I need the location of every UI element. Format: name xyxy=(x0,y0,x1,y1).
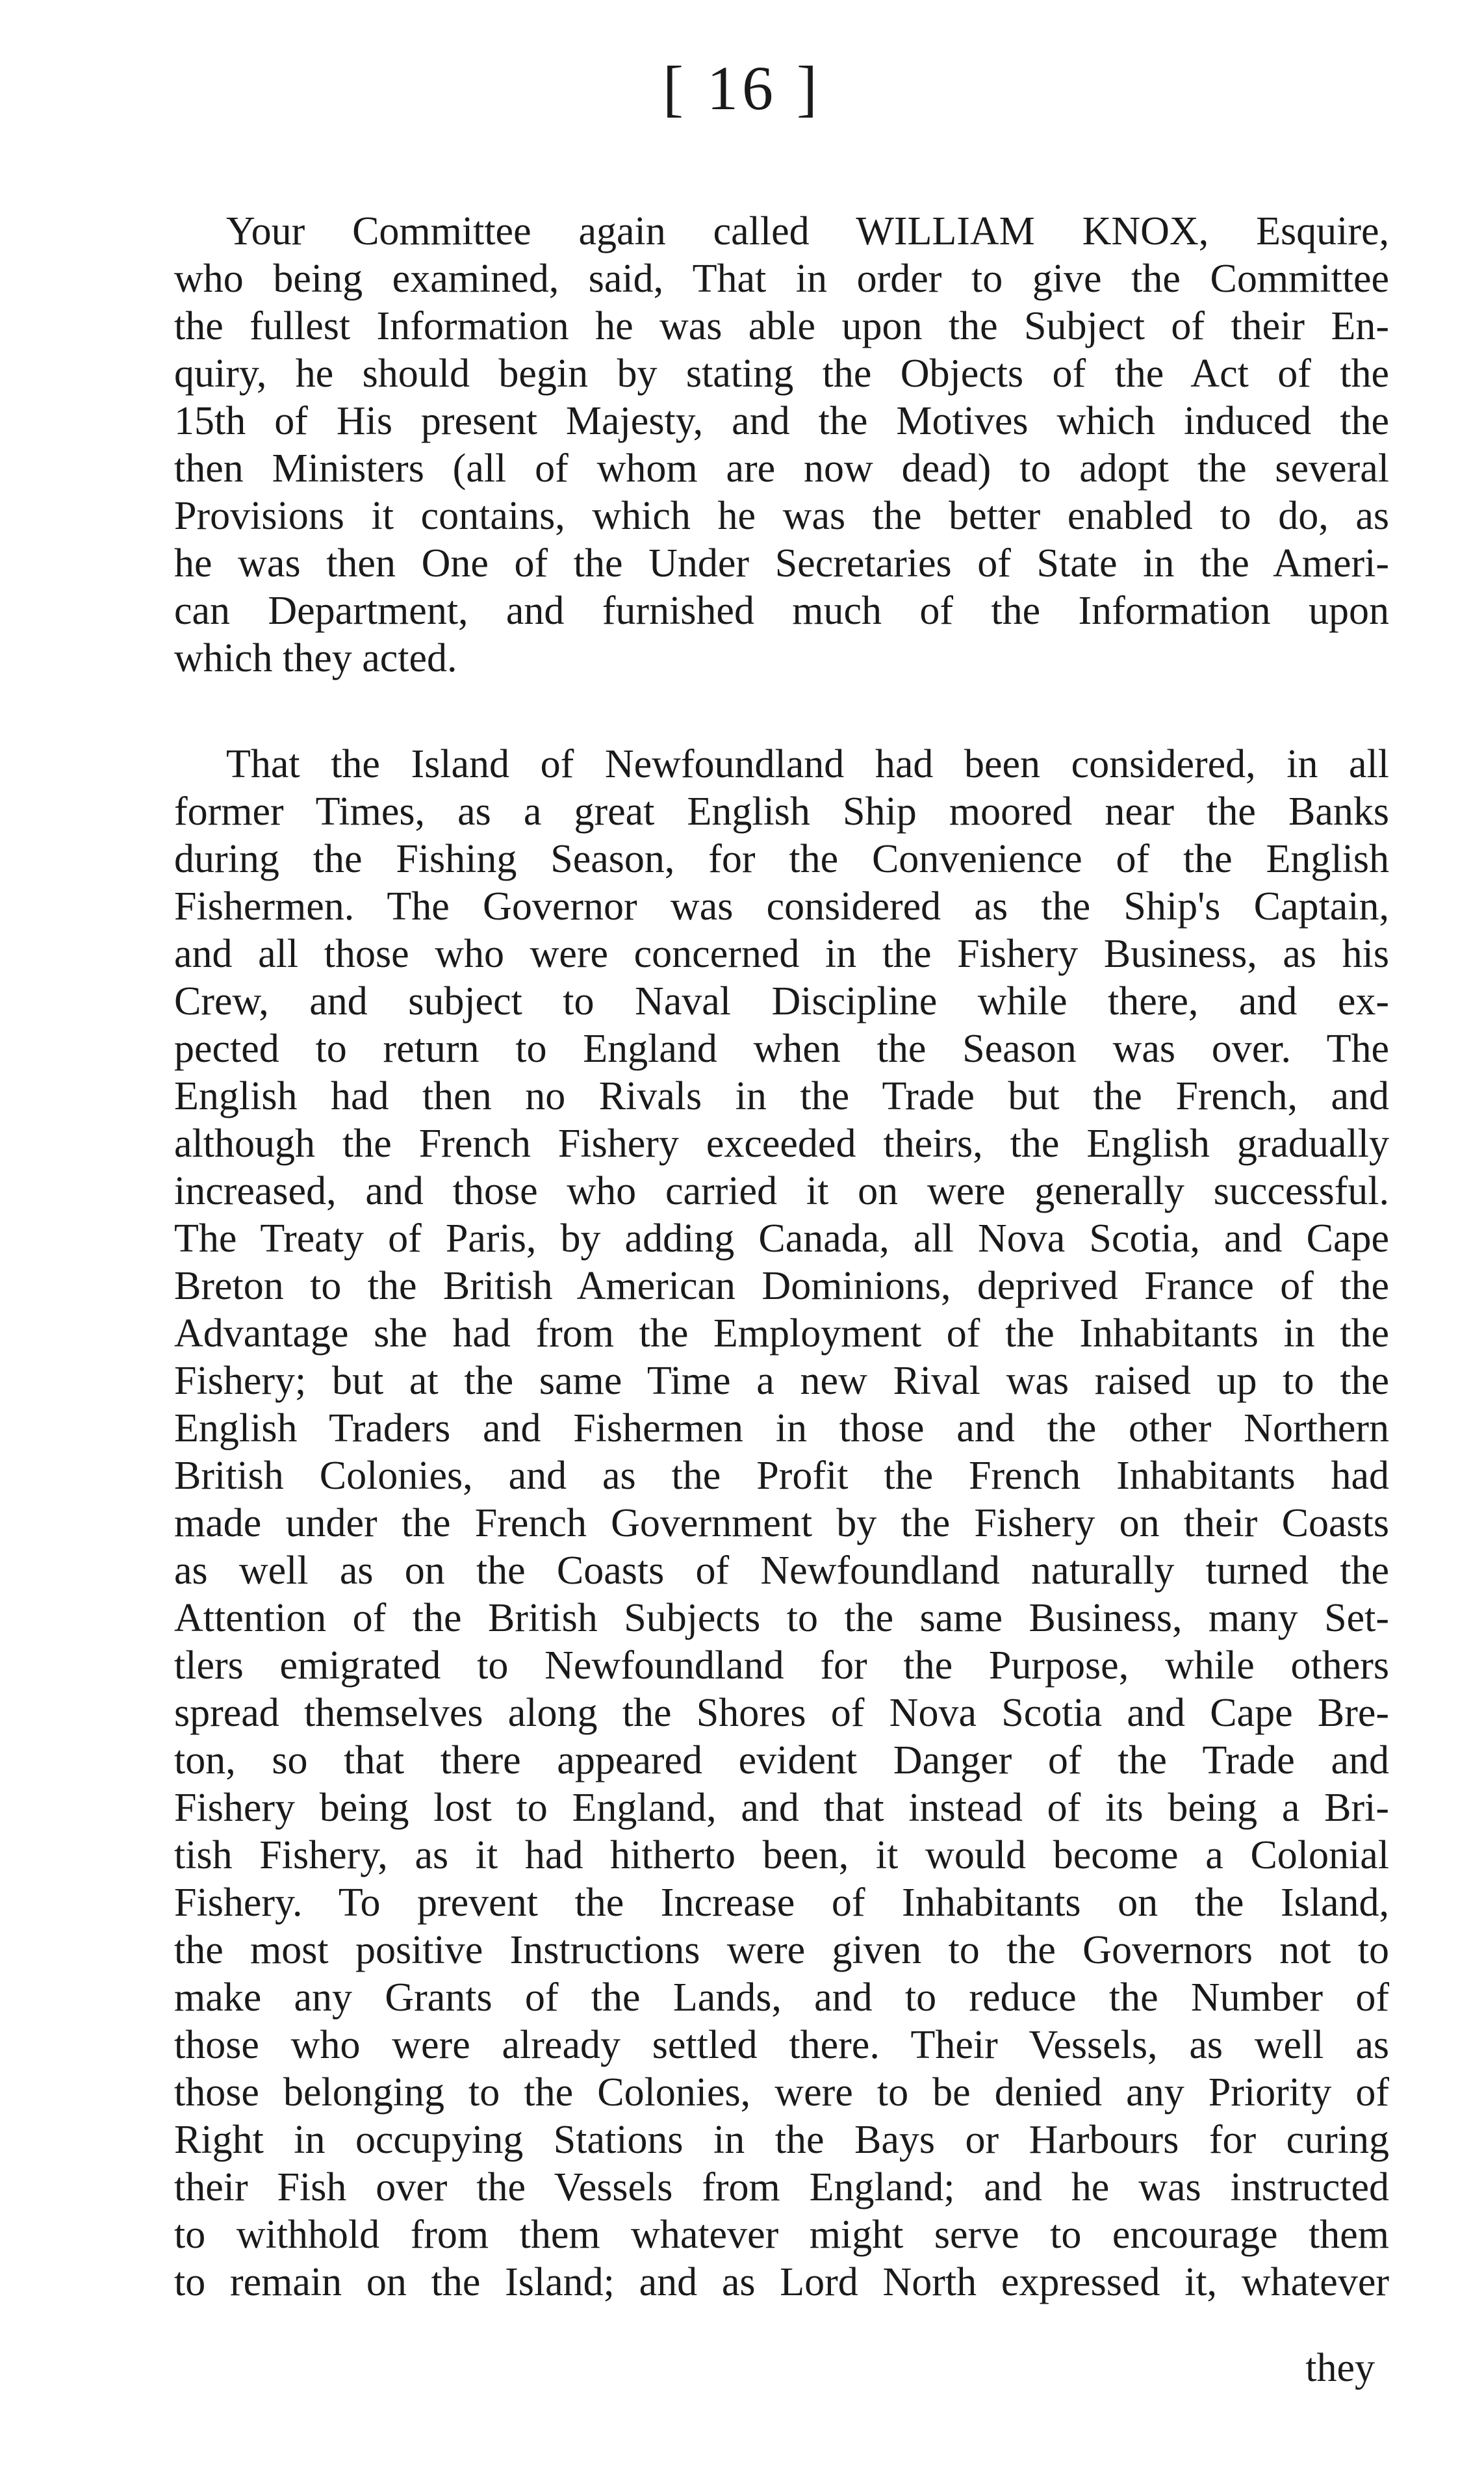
text-line: who being examined, said, That in order to give the Committee xyxy=(174,257,1389,301)
text-line: Fishermen. The Governor was considered as the Ship's Captain, xyxy=(174,884,1389,929)
page-number: [ 16 ] xyxy=(663,53,821,123)
text-line: those who were already settled there. Their Vessels, as well as xyxy=(174,2023,1389,2067)
text-line: tish Fishery, as it had hitherto been, it would become a Colonial xyxy=(174,1833,1389,1877)
text-line: Your Committee again called WILLIAM KNOX, Esquire, xyxy=(226,209,1389,253)
text-line: the fullest Information he was able upon the Subject of their En- xyxy=(174,304,1389,348)
text-line: The Treaty of Paris, by adding Canada, all Nova Scotia, and Cape xyxy=(174,1216,1389,1261)
text-line: to remain on the Island; and as Lord North expressed it, whatever xyxy=(174,2260,1389,2304)
text-line: 15th of His present Majesty, and the Motives which induced the xyxy=(174,399,1389,443)
text-line: English had then no Rivals in the Trade but the French, and xyxy=(174,1074,1389,1118)
text-line: the most positive Instructions were given to the Governors not to xyxy=(174,1928,1389,1972)
text-line: Provisions it contains, which he was the better enabled to do, as xyxy=(174,494,1389,538)
text-line: That the Island of Newfoundland had been considered, in all xyxy=(226,742,1389,786)
text-line: can Department, and furnished much of the Information upon xyxy=(174,589,1389,633)
text-line: make any Grants of the Lands, and to reduce the Number of xyxy=(174,1975,1389,2020)
text-line: British Colonies, and as the Profit the French Inhabitants had xyxy=(174,1454,1389,1498)
text-line: which they acted. xyxy=(174,636,457,680)
text-line: then Ministers (all of whom are now dead) to adopt the several xyxy=(174,446,1389,491)
text-line: as well as on the Coasts of Newfoundland naturally turned the xyxy=(174,1549,1389,1593)
text-line: quiry, he should begin by stating the Objects of the Act of the xyxy=(174,352,1389,396)
text-line: made under the French Government by the Fishery on their Coasts xyxy=(174,1501,1389,1545)
text-line: increased, and those who carried it on were generally successful. xyxy=(174,1169,1389,1213)
text-line: during the Fishing Season, for the Convenience of the English xyxy=(174,837,1389,881)
paragraph-1 xyxy=(174,208,1389,682)
catchword: they xyxy=(1305,2346,1375,2390)
text-line: Attention of the British Subjects to the same Business, many Set- xyxy=(174,1596,1389,1640)
text-line: Fishery; but at the same Time a new Rival was raised up to the xyxy=(174,1359,1389,1403)
text-line: to withhold from them whatever might serve to encourage them xyxy=(174,2213,1389,2257)
text-line: Advantage she had from the Employment of the Inhabitants in the xyxy=(174,1311,1389,1356)
text-line: Fishery being lost to England, and that instead of its being a Bri- xyxy=(174,1786,1389,1830)
text-line: their Fish over the Vessels from England; and he was instructed xyxy=(174,2165,1389,2209)
text-line: ton, so that there appeared evident Danger of the Trade and xyxy=(174,1738,1389,1782)
text-line: although the French Fishery exceeded theirs, the English gradually xyxy=(174,1122,1389,1166)
text-line: Crew, and subject to Naval Discipline while there, and ex- xyxy=(174,979,1389,1023)
text-line: he was then One of the Under Secretaries of State in the Ameri- xyxy=(174,541,1389,585)
text-line: Right in occupying Stations in the Bays or Harbours for curing xyxy=(174,2118,1389,2162)
text-line: English Traders and Fishermen in those and the other Northern xyxy=(174,1406,1389,1450)
text-line: pected to return to England when the Season was over. The xyxy=(174,1027,1389,1071)
text-line: spread themselves along the Shores of Nova Scotia and Cape Bre- xyxy=(174,1691,1389,1735)
text-line: Breton to the British American Dominions, deprived France of the xyxy=(174,1264,1389,1308)
text-line: and all those who were concerned in the Fishery Business, as his xyxy=(174,932,1389,976)
text-line: former Times, as a great English Ship moored near the Banks xyxy=(174,790,1389,834)
text-line: those belonging to the Colonies, were to be denied any Priority of xyxy=(174,2070,1389,2115)
paragraph-2 xyxy=(174,741,1389,2306)
text-line: tlers emigrated to Newfoundland for the Purpose, while others xyxy=(174,1643,1389,1688)
text-line: Fishery. To prevent the Increase of Inhabitants on the Island, xyxy=(174,1881,1389,1925)
